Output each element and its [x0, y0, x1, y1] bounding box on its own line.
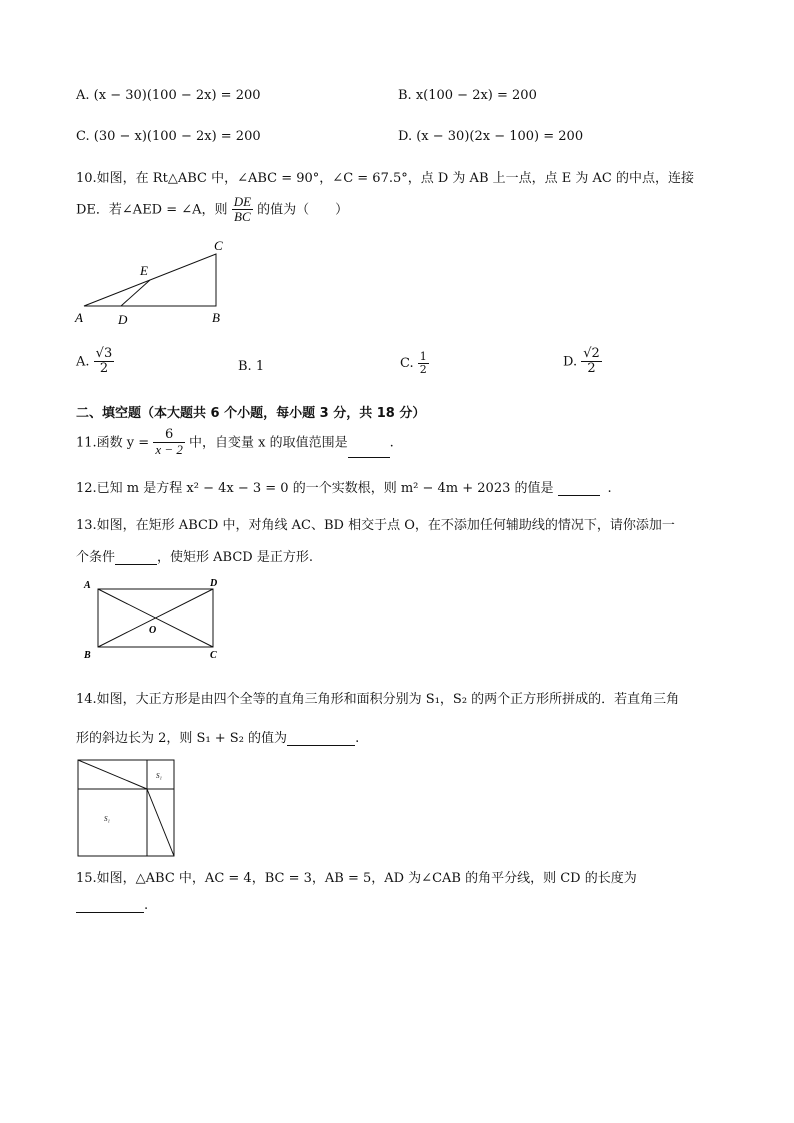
q14-pre: 形的斜边长为 2，则 S₁ + S₂ 的值为: [76, 731, 288, 746]
section-title: 二、填空题（本大题共 6 个小题，每小题 3 分，共 18 分）: [76, 406, 426, 421]
label-a: A: [75, 310, 83, 325]
label-c: C: [214, 238, 223, 253]
q9-option-c: C. (30 − x)(100 − 2x) = 200: [76, 129, 261, 144]
q11-answer-blank[interactable]: [348, 445, 390, 458]
q10-fraction-num: DE: [233, 194, 252, 209]
q10-stem-post: 的值为（ ）: [257, 202, 349, 218]
label-a: A: [84, 580, 91, 591]
q10-option-c: [400, 351, 429, 376]
q15-end: .: [144, 898, 149, 913]
q11-pre: 11.函数 y =: [76, 435, 150, 451]
q9-option-b: B. x(100 − 2x) = 200: [398, 88, 537, 103]
q15-answer-blank[interactable]: [76, 900, 144, 913]
q14-answer-blank[interactable]: [287, 733, 355, 746]
q10-option-a-prefix: A.: [76, 354, 90, 370]
q13-pre: 个条件: [76, 550, 116, 565]
q10-stem-line1: 10.如图，在 Rt△ABC 中，∠ABC = 90°，∠C = 67.5°，点 D 为 AB 上一点，点 E 为 AC 的中点，连接: [76, 171, 694, 186]
q14-stem-line1: 14.如图，大正方形是由四个全等的直角三角形和面积分别为 S₁，S₂ 的两个正方形所拼成的．若直角三角: [76, 692, 680, 707]
q12-end: .: [607, 481, 612, 496]
q10-option-c-num: 1: [419, 350, 427, 363]
q11-post: 中，自变量 x 的取值范围是: [189, 435, 348, 451]
q10-fraction: [232, 195, 253, 225]
q10-option-c-den: 2: [419, 363, 427, 377]
q13-stem-line2: [76, 546, 313, 565]
q10-option-d-num: √2: [583, 346, 600, 361]
q11-stem: [76, 428, 394, 458]
q10-stem-line2: [76, 195, 348, 225]
q10-option-c-prefix: C.: [400, 356, 414, 372]
label-s2: S₁: [156, 772, 162, 780]
q10-option-b: B. 1: [238, 359, 265, 374]
q11-end: .: [389, 435, 394, 451]
q9-option-d: D. (x − 30)(2x − 100) = 200: [398, 129, 584, 144]
label-b: B: [84, 650, 91, 661]
label-c: C: [210, 650, 217, 661]
q12-text: 12.已知 m 是方程 x² − 4x − 3 = 0 的一个实数根，则 m² − 4m + 2023 的值是: [76, 481, 554, 496]
q14-stem-line2: [76, 727, 359, 746]
q12-stem: [76, 477, 612, 496]
q10-option-d: [563, 347, 602, 377]
q15-stem-line2: [76, 898, 148, 913]
label-s1: S₁: [104, 815, 110, 823]
q13-answer-blank[interactable]: [115, 552, 157, 565]
q12-answer-blank[interactable]: [558, 483, 600, 496]
label-b: B: [212, 310, 220, 325]
q9-option-a: A. (x − 30)(100 − 2x) = 200: [76, 88, 261, 103]
segment-de: [121, 280, 150, 306]
q10-option-a-num: √3: [95, 346, 113, 361]
q15-stem-line1: 15.如图，△ABC 中，AC = 4，BC = 3，AB = 5，AD 为∠CAB 的角平分线，则 CD 的长度为: [76, 871, 637, 886]
q13-post: ，使矩形 ABCD 是正方形.: [157, 550, 313, 565]
q10-option-a: [76, 347, 114, 377]
q13-rectangle-figure: [80, 576, 230, 664]
label-e: E: [140, 263, 148, 278]
triangle-hypotenuse-1: [78, 760, 147, 789]
q10-option-d-prefix: D.: [563, 354, 578, 370]
label-d: D: [118, 312, 128, 327]
q11-den: x − 2: [155, 442, 183, 458]
q11-num: 6: [153, 428, 185, 443]
q13-stem-line1: 13.如图，在矩形 ABCD 中，对角线 AC、BD 相交于点 O，在不添加任何辅助线的情况下，请你添加一: [76, 518, 675, 533]
q10-stem-pre: DE．若∠AED = ∠A，则: [76, 202, 228, 218]
q10-fraction-den: BC: [234, 209, 251, 225]
label-o: O: [149, 625, 157, 636]
label-d: D: [210, 578, 218, 589]
q10-triangle-figure: [70, 238, 240, 330]
q14-end: .: [355, 731, 360, 746]
q14-square-figure: [76, 758, 178, 858]
q10-option-d-den: 2: [587, 361, 596, 377]
q10-option-a-den: 2: [99, 361, 109, 377]
triangle-hypotenuse-2: [147, 789, 174, 856]
